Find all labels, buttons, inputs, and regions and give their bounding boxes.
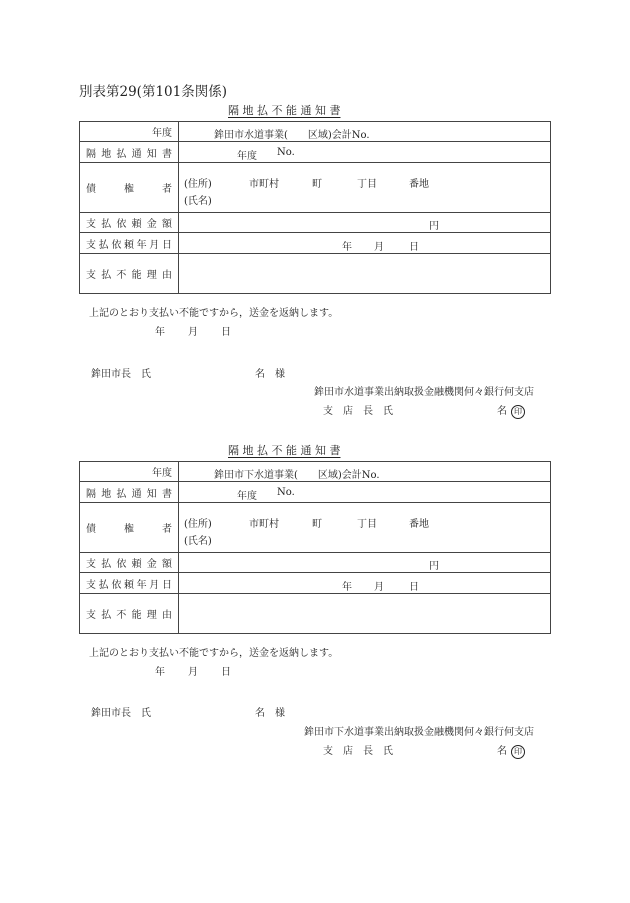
notice-year: 年度 [237,151,257,162]
row-creditor [80,163,551,213]
label-char: 隔 [86,488,96,500]
label-char: 月 [149,579,160,591]
label-char: 知 [146,488,157,500]
label-reason [80,254,179,294]
statement: 上記のとおり支払い不能ですから，送金を返納します。 [89,648,339,659]
label-char: 頼 [123,579,134,591]
label-char: 依 [116,559,127,570]
value-notice[interactable] [179,482,551,503]
label-char: 支 [86,610,96,621]
day-unit: 日 [409,582,419,593]
label-char: 払 [98,239,109,251]
label-char: 払 [101,559,112,570]
label-char: 払 [116,148,127,160]
label-char: 債 [86,184,96,195]
label-char: 依 [111,239,122,251]
month-unit: 月 [374,242,384,253]
label-char: 地 [101,148,112,160]
address-label: (住所) [184,179,212,190]
label-char: 支 [86,219,96,230]
row-amount [80,553,551,573]
label-creditor [80,163,179,213]
label-char: 能 [131,610,142,621]
municipality-label: 市町村 [249,519,279,530]
label-char: 支 [86,579,96,591]
value-fiscal-year[interactable] [179,122,551,142]
year-unit: 年 [342,242,352,253]
row-date [80,573,551,594]
label-text [86,145,172,160]
label-char: 頼 [131,219,142,230]
label-text [86,485,172,500]
label-text [86,215,172,230]
label-char: 払 [98,579,109,591]
label-char: 依 [111,579,122,591]
row-notice [80,482,551,503]
notice-no: No. [277,487,295,498]
label-amount [80,213,179,233]
label-char: 理 [146,610,157,621]
yen-unit: 円 [429,221,439,232]
label-char: 払 [116,488,127,500]
label-char: 権 [124,184,134,195]
chome-label: 丁目 [357,519,377,530]
label-char: 権 [124,524,134,535]
value-amount[interactable] [179,553,551,573]
label-date [80,233,179,254]
date-month: 月 [188,327,198,338]
label-char: 書 [161,488,172,500]
signature [497,402,525,419]
label-char: 年 [136,239,147,251]
page-heading: 別表第29(第101条関係) [79,84,227,100]
row-creditor [80,503,551,553]
town-label: 町 [312,519,322,530]
value-amount[interactable] [179,213,551,233]
label-char: 額 [161,219,172,230]
label-char: 日 [161,239,172,251]
label-reason [80,594,179,634]
label-char: 月 [149,239,160,251]
label-char: 払 [101,219,112,230]
value-date[interactable] [179,233,551,254]
date-month: 月 [188,667,198,678]
label-text [86,576,172,591]
label-char: 不 [116,610,127,621]
row-notice [80,142,551,163]
label-char: 支 [86,559,96,570]
label-char: 地 [101,488,112,500]
label-text [86,236,172,251]
label-char: 日 [161,579,172,591]
notice-year: 年度 [237,491,257,502]
sign-name: 名 [497,746,507,757]
banchi-label: 番地 [409,519,429,530]
label-char: 年 [136,579,147,591]
row-fiscal-year [80,122,551,142]
label-notice [80,142,179,163]
label-char: 者 [162,524,172,535]
branch-head: 支 店 長 氏 [323,406,393,417]
date-year: 年 [155,327,165,338]
label-fiscal-year [80,122,179,142]
town-label: 町 [312,179,322,190]
label-char: 由 [161,270,172,281]
label-notice [80,482,179,503]
label-text [86,266,172,281]
label-fiscal-year [80,462,179,482]
mayor-addressee: 鉾田市長 氏 [91,369,151,380]
yen-unit: 円 [429,561,439,572]
bank-name: 鉾田市下水道事業出納取扱金融機関何々銀行何支店 [304,727,534,738]
label-text [86,180,172,195]
account-name: 鉾田市下水道事業( 区域)会計No. [214,470,380,481]
bank-name: 鉾田市水道事業出納取扱金融機関何々銀行何支店 [314,387,534,398]
label-creditor [80,503,179,553]
day-unit: 日 [409,242,419,253]
label-text: 年度 [152,468,172,479]
branch-head: 支 店 長 氏 [323,746,393,757]
form-title: 隔 地 払 不 能 通 知 書 [228,104,341,117]
chome-label: 丁目 [357,179,377,190]
sign-name: 名 [497,406,507,417]
label-date [80,573,179,594]
row-reason [80,254,551,294]
label-char: 不 [116,270,127,281]
label-char: 額 [161,559,172,570]
label-char: 書 [161,148,172,160]
label-char: 通 [131,148,142,160]
label-char: 支 [86,270,96,281]
name-label: (氏名) [184,196,212,207]
value-notice[interactable] [179,142,551,163]
address-label: (住所) [184,519,212,530]
label-char: 依 [116,219,127,230]
label-char: 理 [146,270,157,281]
label-char: 金 [146,219,157,230]
statement: 上記のとおり支払い不能ですから，送金を返納します。 [89,308,339,319]
month-unit: 月 [374,582,384,593]
label-text [86,606,172,621]
label-text [86,520,172,535]
year-unit: 年 [342,582,352,593]
label-char: 者 [162,184,172,195]
label-char: 由 [161,610,172,621]
date-day: 日 [221,327,231,338]
row-fiscal-year [80,462,551,482]
value-fiscal-year[interactable] [179,462,551,482]
row-reason [80,594,551,634]
banchi-label: 番地 [409,179,429,190]
label-char: 債 [86,524,96,535]
date-day: 日 [221,667,231,678]
label-char: 支 [86,239,96,251]
form-title: 隔 地 払 不 能 通 知 書 [228,444,341,457]
label-char: 頼 [123,239,134,251]
seal-stamp: 印 [511,745,525,759]
label-char: 頼 [131,559,142,570]
label-char: 通 [131,488,142,500]
label-char: 隔 [86,148,96,160]
label-char: 払 [101,270,112,281]
label-char: 知 [146,148,157,160]
value-reason[interactable] [179,594,551,634]
mayor-addressee: 鉾田市長 氏 [91,708,151,719]
label-char: 払 [101,610,112,621]
value-date[interactable] [179,573,551,594]
account-name: 鉾田市水道事業( 区域)会計No. [214,130,370,141]
label-text [86,555,172,570]
value-reason[interactable] [179,254,551,294]
notice-table [79,461,551,634]
row-amount [80,213,551,233]
signature [497,742,525,759]
name-label: (氏名) [184,536,212,547]
row-date [80,233,551,254]
notice-no: No. [277,147,295,158]
name-sama: 名 様 [255,708,285,719]
value-creditor[interactable] [179,163,551,213]
seal-stamp: 印 [511,405,525,419]
label-amount [80,553,179,573]
label-char: 金 [146,559,157,570]
label-char: 能 [131,270,142,281]
label-text: 年度 [152,128,172,139]
notice-table [79,121,551,294]
municipality-label: 市町村 [249,179,279,190]
name-sama: 名 様 [255,369,285,380]
date-year: 年 [155,667,165,678]
value-creditor[interactable] [179,503,551,553]
